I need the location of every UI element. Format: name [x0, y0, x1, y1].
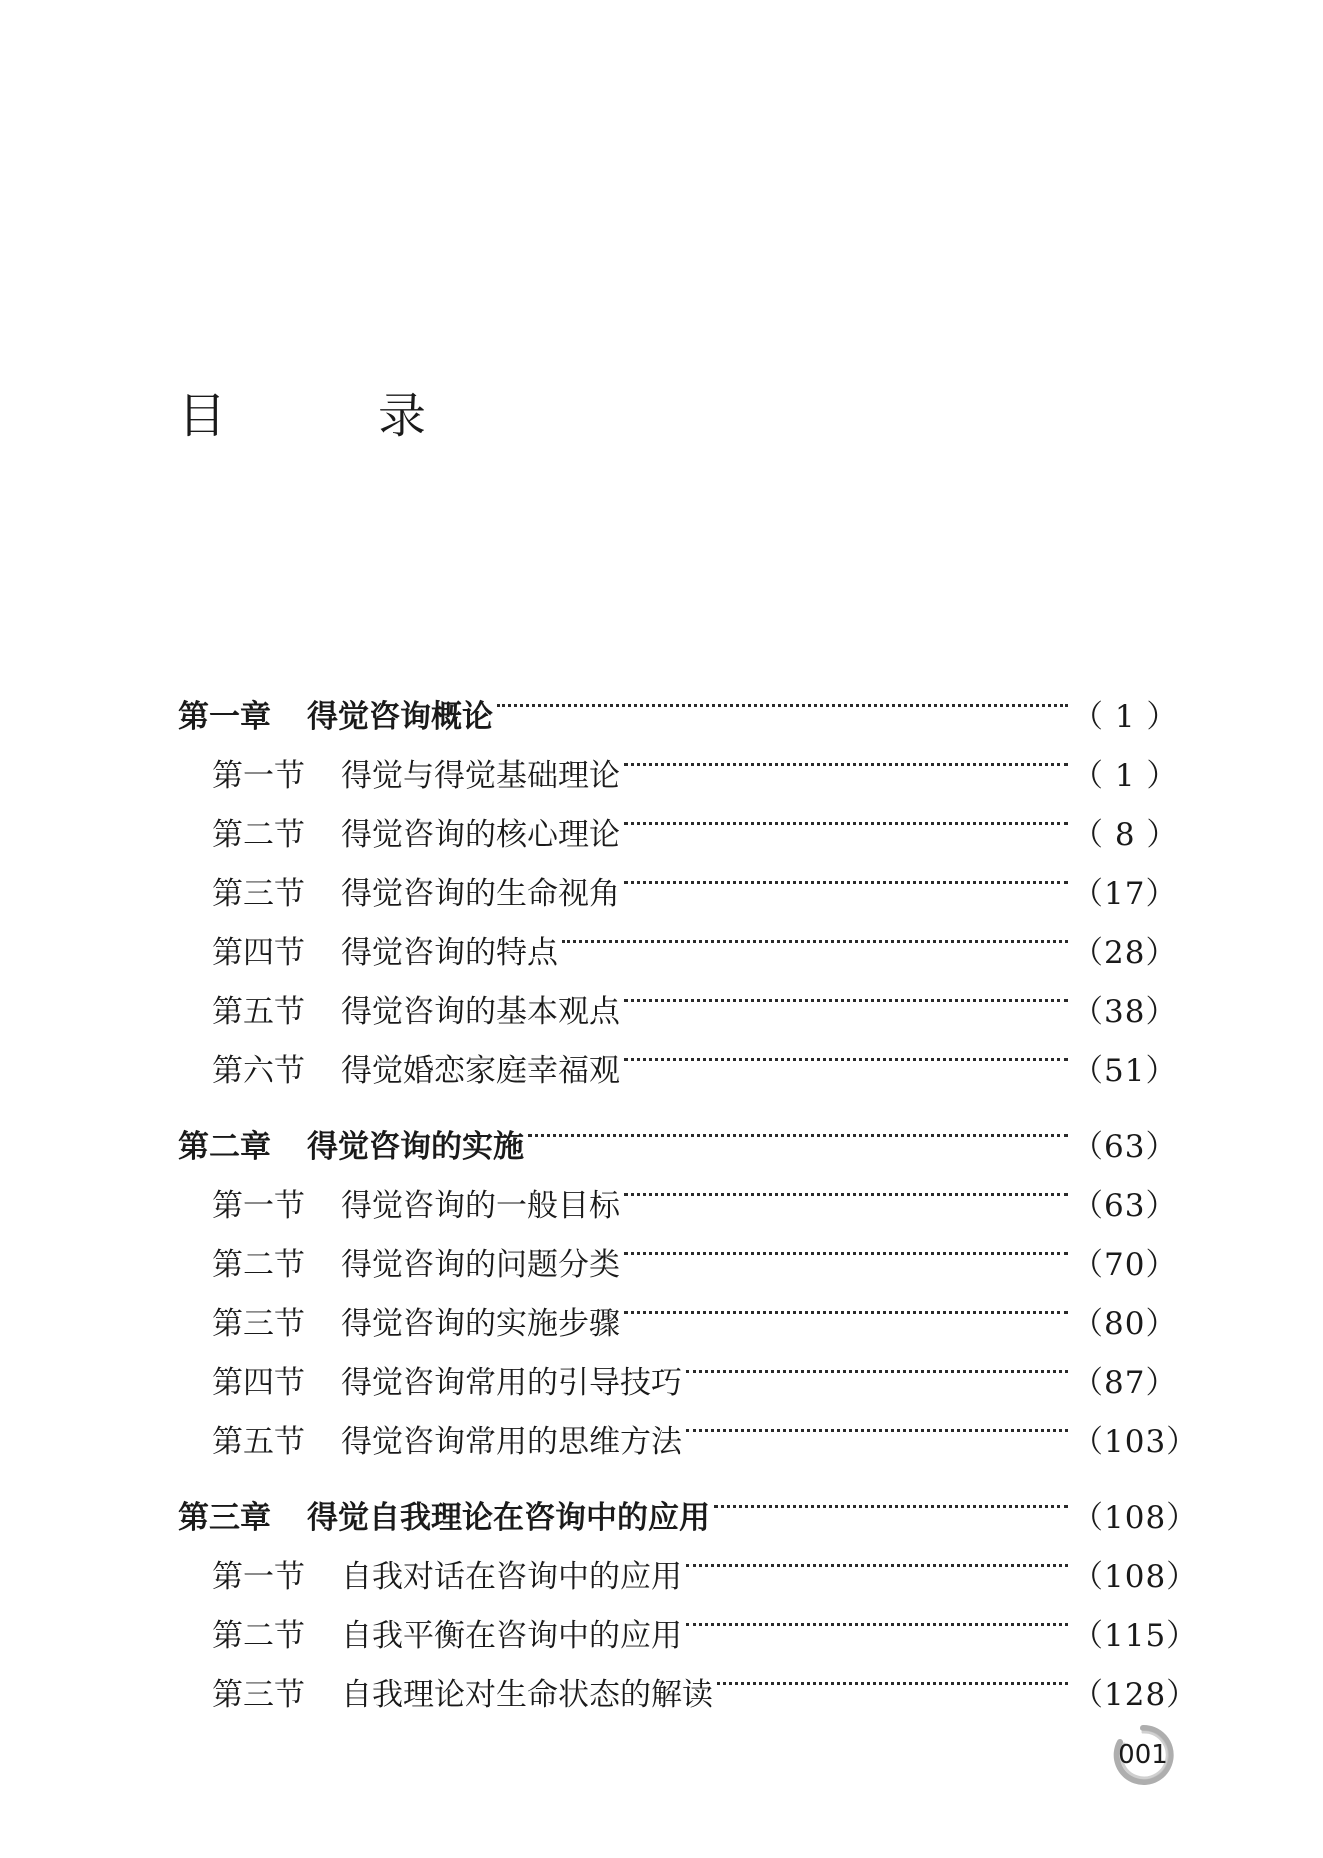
- toc-title: 得觉咨询常用的思维方法: [341, 1424, 682, 1460]
- toc-label: 第六节: [212, 1053, 305, 1089]
- toc-title: 得觉咨询的特点: [341, 935, 558, 971]
- toc-section-row[interactable]: [178, 1275, 1178, 1342]
- toc-title: 自我平衡在咨询中的应用: [341, 1618, 682, 1654]
- toc-leader-dots: [624, 786, 1068, 845]
- toc-page-number: （63）: [1072, 1129, 1178, 1165]
- toc-leader-dots: [686, 1587, 1068, 1646]
- toc-label: 第一节: [212, 758, 305, 794]
- toc-page-number: （115）: [1072, 1618, 1199, 1654]
- toc-label: 第四节: [212, 935, 305, 971]
- toc-leader-dots: [624, 1157, 1068, 1216]
- toc-label: 第二节: [212, 1247, 305, 1283]
- toc-label: 第一节: [212, 1188, 305, 1224]
- toc-label: 第一章: [178, 699, 271, 735]
- toc-title: 得觉与得觉基础理论: [341, 758, 620, 794]
- toc-page-number: （17）: [1072, 876, 1178, 912]
- toc-label: 第二节: [212, 1618, 305, 1654]
- toc-page-number: （108）: [1072, 1500, 1199, 1536]
- toc-title: 得觉自我理论在咨询中的应用: [307, 1500, 710, 1536]
- toc-title: 得觉咨询的基本观点: [341, 994, 620, 1030]
- toc-section-row[interactable]: [178, 904, 1178, 971]
- toc-leader-dots: [624, 727, 1068, 786]
- toc-title: 得觉咨询的问题分类: [341, 1247, 620, 1283]
- toc-label: 第二章: [178, 1129, 271, 1165]
- toc-page-number: （70）: [1072, 1247, 1178, 1283]
- toc-leader-dots: [562, 904, 1068, 963]
- toc-title: 得觉咨询的生命视角: [341, 876, 620, 912]
- toc-page-number: （38）: [1072, 994, 1178, 1030]
- toc-page-number: （80）: [1072, 1306, 1178, 1342]
- toc-leader-dots: [624, 1275, 1068, 1334]
- toc-leader-dots: [686, 1334, 1068, 1393]
- toc-chapter-row[interactable]: [178, 668, 1179, 735]
- toc-title: 自我理论对生命状态的解读: [341, 1677, 713, 1713]
- toc-title: 自我对话在咨询中的应用: [341, 1559, 682, 1595]
- page-title: 目 录: [178, 388, 479, 444]
- toc-leader-dots: [624, 1216, 1068, 1275]
- toc-label: 第五节: [212, 994, 305, 1030]
- toc-leader-dots: [624, 963, 1068, 1022]
- toc-section-row[interactable]: [178, 963, 1178, 1030]
- toc-section-row[interactable]: [178, 1216, 1178, 1283]
- toc-page-number: （51）: [1072, 1053, 1178, 1089]
- toc-title: 得觉咨询的实施: [307, 1129, 524, 1165]
- toc-chapter-row[interactable]: [178, 1469, 1199, 1536]
- toc-page-number: （28）: [1072, 935, 1178, 971]
- toc-label: 第四节: [212, 1365, 305, 1401]
- toc-label: 第二节: [212, 817, 305, 853]
- toc-page-number: （108）: [1072, 1559, 1199, 1595]
- toc-section-row[interactable]: [178, 1022, 1178, 1089]
- toc-section-row[interactable]: [178, 845, 1178, 912]
- toc-leader-dots: [717, 1646, 1068, 1705]
- toc-label: 第三章: [178, 1500, 271, 1536]
- toc-title: 得觉咨询常用的引导技巧: [341, 1365, 682, 1401]
- toc-page-number: （128）: [1072, 1677, 1199, 1713]
- toc-page-number: （ 8 ）: [1072, 817, 1179, 853]
- toc-title: 得觉咨询的一般目标: [341, 1188, 620, 1224]
- toc-section-row[interactable]: [178, 786, 1179, 853]
- toc-label: 第三节: [212, 1306, 305, 1342]
- toc-label: 第五节: [212, 1424, 305, 1460]
- toc-page-number: （87）: [1072, 1365, 1178, 1401]
- toc-page-number: （ 1 ）: [1072, 699, 1179, 735]
- page-number: 001: [1118, 1740, 1168, 1770]
- toc-label: 第三节: [212, 876, 305, 912]
- toc-label: 第三节: [212, 1677, 305, 1713]
- toc-page-number: （ 1 ）: [1072, 758, 1179, 794]
- table-of-contents: [178, 668, 1199, 1713]
- toc-leader-dots: [624, 845, 1068, 904]
- toc-leader-dots: [624, 1022, 1068, 1081]
- toc-section-row[interactable]: [178, 1334, 1178, 1401]
- toc-chapter-row[interactable]: [178, 1098, 1178, 1165]
- toc-title: 得觉咨询概论: [307, 699, 493, 735]
- toc-title: 得觉婚恋家庭幸福观: [341, 1053, 620, 1089]
- toc-leader-dots: [686, 1528, 1068, 1587]
- toc-title: 得觉咨询的核心理论: [341, 817, 620, 853]
- toc-leader-dots: [686, 1393, 1068, 1452]
- toc-page-number: （63）: [1072, 1188, 1178, 1224]
- toc-leader-dots: [714, 1469, 1068, 1528]
- toc-leader-dots: [497, 668, 1068, 727]
- toc-leader-dots: [528, 1098, 1068, 1157]
- toc-page-number: （103）: [1072, 1424, 1199, 1460]
- toc-title: 得觉咨询的实施步骤: [341, 1306, 620, 1342]
- toc-label: 第一节: [212, 1559, 305, 1595]
